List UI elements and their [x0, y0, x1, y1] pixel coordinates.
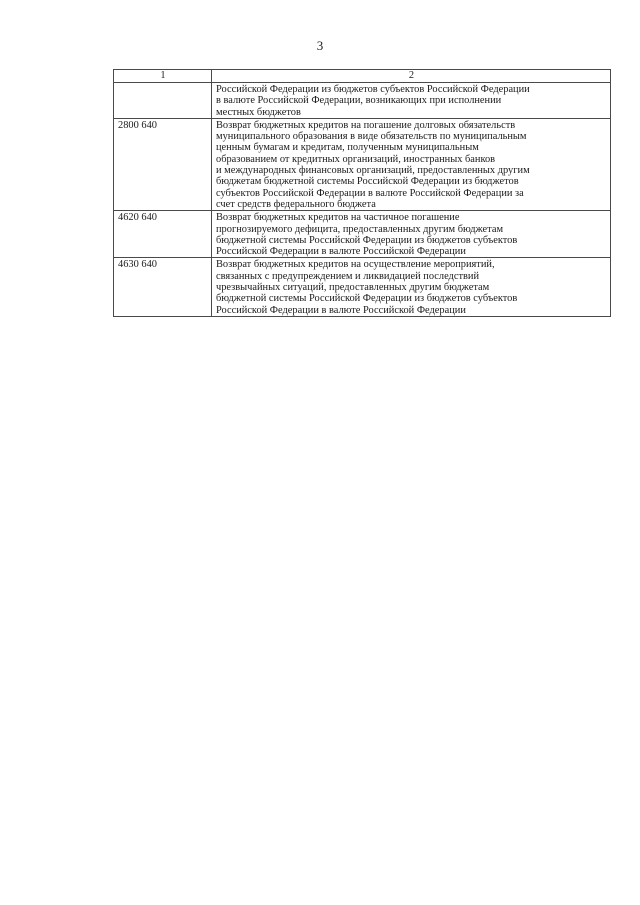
- description-line: местных бюджетов: [216, 106, 301, 118]
- description-line: в валюте Российской Федерации, возникающих при исполнении: [216, 95, 502, 107]
- description-line: и международных финансовых организаций, предоставленных другим: [216, 165, 530, 177]
- table-row: [114, 83, 611, 119]
- budget-codes-table: [113, 69, 611, 317]
- row-code: [114, 83, 212, 119]
- table-row: [114, 258, 611, 316]
- description-line: Возврат бюджетных кредитов на погашение долговых обязательств: [216, 119, 516, 131]
- row-description: [212, 211, 611, 258]
- description-line: Российской Федерации в валюте Российской Федерации: [216, 246, 466, 258]
- row-code: 4620 640: [114, 211, 212, 258]
- table-row: [114, 118, 611, 210]
- table-row: [114, 211, 611, 258]
- description-line: субъектов Российской Федерации в валюте Российской Федерации за: [216, 187, 524, 199]
- column-header-code: 1: [114, 70, 212, 83]
- row-description: [212, 83, 611, 119]
- row-description: [212, 258, 611, 316]
- description-line: чрезвычайных ситуаций, предоставленных другим бюджетам: [216, 282, 490, 294]
- description-line: образованием от кредитных организаций, иностранных банков: [216, 153, 496, 165]
- description-line: муниципального образования в виде обязательств по муниципальным: [216, 131, 527, 143]
- description-line: Российской Федерации из бюджетов субъектов Российской Федерации: [216, 84, 530, 95]
- description-line: Российской Федерации в валюте Российской Федерации: [216, 304, 466, 316]
- description-line: Возврат бюджетных кредитов на частичное погашение: [216, 212, 460, 224]
- page-number: 3: [316, 38, 324, 53]
- description-line: прогнозируемого дефицита, предоставленных другим бюджетам: [216, 223, 504, 235]
- description-line: Возврат бюджетных кредитов на осуществление мероприятий,: [216, 259, 495, 271]
- row-code: 2800 640: [114, 118, 212, 210]
- description-line: бюджетной системы Российской Федерации из бюджетов субъектов: [216, 234, 518, 246]
- description-line: счет средств федерального бюджета: [216, 198, 376, 210]
- description-line: связанных с предупреждением и ликвидацией последствий: [216, 270, 480, 282]
- row-description: [212, 118, 611, 210]
- description-line: бюджетам бюджетной системы Российской Федерации из бюджетов: [216, 176, 519, 188]
- row-code: 4630 640: [114, 258, 212, 316]
- description-line: ценным бумагам и кредитам, полученным муниципальным: [216, 142, 479, 154]
- table-header-row: [114, 70, 611, 83]
- column-header-description: 2: [212, 70, 611, 83]
- description-line: бюджетной системы Российской Федерации из бюджетов субъектов: [216, 293, 518, 305]
